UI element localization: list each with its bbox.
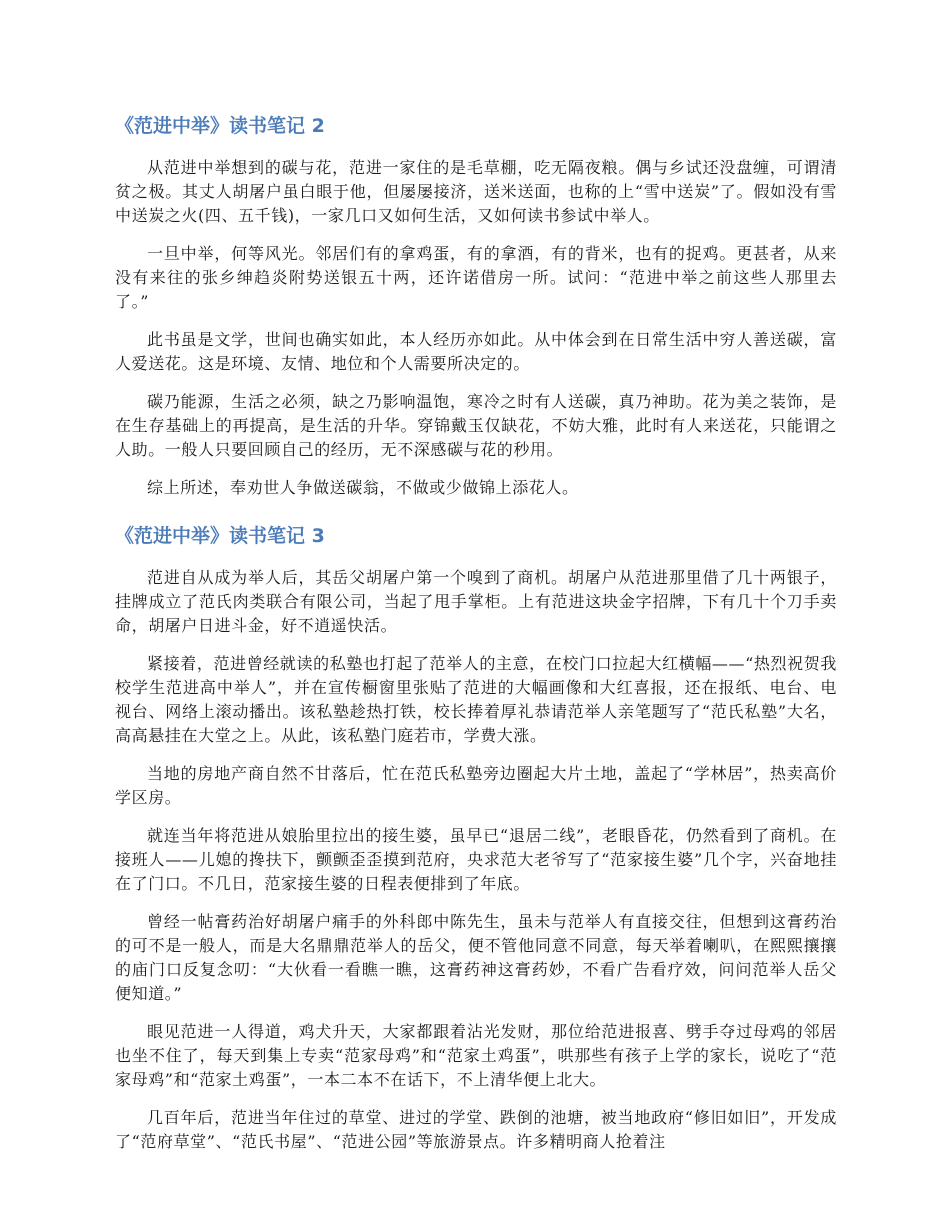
paragraph: 几百年后，范进当年住过的草堂、进过的学堂、跌倒的池塘，被当地政府“修旧如旧”，开发成了“范府草堂”、“范氏书屋”、“范进公园”等旅游景点。许多精明商人抢着注 xyxy=(115,1108,837,1151)
paragraph: 紧接着，范进曾经就读的私塾也打起了范举人的主意，在校门口拉起大红横幅——“热烈祝贺我校学生范进高中举人”，并在宣传橱窗里张贴了范进的大幅画像和大红喜报，还在报纸、电台、电视台、网络上滚动播出。该私塾趁热打铁，校长捧着厚礼恭请范举人亲笔题写了“范氏私塾”大名，高高悬挂在大堂之上。从此，该私塾门庭若市，学费大涨。 xyxy=(115,654,837,745)
section-title: 《范进中举》读书笔记 3 xyxy=(115,525,325,547)
paragraph: 综上所述，奉劝世人争做送碳翁，不做或少做锦上添花人。 xyxy=(147,478,579,497)
document-page xyxy=(115,110,837,1168)
paragraph: 范进自从成为举人后，其岳父胡屠户第一个嗅到了商机。胡屠户从范进那里借了几十两银子，挂牌成立了范氏肉类联合有限公司，当起了甩手掌柜。上有范进这块金字招牌，下有几十个刀手卖命，胡屠户日进斗金，好不逍遥快活。 xyxy=(115,568,837,635)
paragraph: 从范进中举想到的碳与花，范进一家住的是毛草棚，吃无隔夜粮。偶与乡试还没盘缠，可谓清贫之极。其丈人胡屠户虽白眼于他，但屡屡接济，送米送面，也称的上“雪中送炭”了。假如没有雪中送炭之火(四、五千钱)，一家几口又如何生活，又如何读书参试中举人。 xyxy=(115,158,837,225)
section-title: 《范进中举》读书笔记 2 xyxy=(115,115,325,137)
paragraph: 当地的房地产商自然不甘落后，忙在范氏私塾旁边圈起大片土地，盖起了“学林居”，热卖高价学区房。 xyxy=(115,764,837,807)
paragraph: 碳乃能源，生活之必须，缺之乃影响温饱，寒冷之时有人送碳，真乃神助。花为美之装饰，是在生存基础上的再提高，是生活的升华。穿锦戴玉仅缺花，不妨大雅，此时有人来送花，只能谓之人助。一般人只要回顾自己的经历，无不深感碳与花的秒用。 xyxy=(115,392,837,459)
paragraph: 此书虽是文学，世间也确实如此，本人经历亦如此。从中体会到在日常生活中穷人善送碳，富人爱送花。这是环境、友情、地位和个人需要所决定的。 xyxy=(115,330,837,373)
paragraph: 就连当年将范进从娘胎里拉出的接生婆，虽早已“退居二线”，老眼昏花，仍然看到了商机。在接班人——儿媳的搀扶下，颤颤歪歪摸到范府，央求范大老爷写了“范家接生婆”几个字，兴奋地挂在了门口。不几日，范家接生婆的日程表便排到了年底。 xyxy=(115,826,837,893)
paragraph: 曾经一帖膏药治好胡屠户痛手的外科郎中陈先生，虽未与范举人有直接交往，但想到这膏药治的可不是一般人，而是大名鼎鼎范举人的岳父，便不管他同意不同意，每天举着喇叭，在熙熙攘攘的庙门口反复念叨：“大伙看一看瞧一瞧，这膏药神这膏药妙，不看广告看疗效，问问范举人岳父便知道。” xyxy=(115,912,837,1003)
paragraph: 一旦中举，何等风光。邻居们有的拿鸡蛋，有的拿酒，有的背米，也有的捉鸡。更甚者，从来没有来往的张乡绅趋炎附势送银五十两，还许诺借房一所。试问：“范进中举之前这些人那里去了。” xyxy=(115,244,837,311)
paragraph: 眼见范进一人得道，鸡犬升天，大家都跟着沾光发财，那位给范进报喜、劈手夺过母鸡的邻居也坐不住了，每天到集上专卖“范家母鸡”和“范家土鸡蛋”，哄那些有孩子上学的家长，说吃了“范家母鸡”和“范家土鸡蛋”，一本二本不在话下，不上清华便上北大。 xyxy=(115,1022,837,1089)
